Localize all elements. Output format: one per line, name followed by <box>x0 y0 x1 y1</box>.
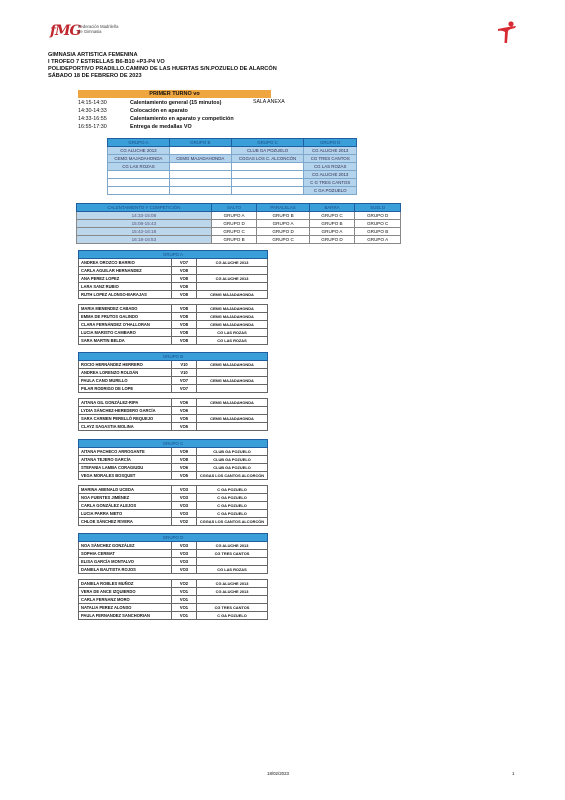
gymnast-group-title: GRUPO D <box>79 534 268 542</box>
gymnast-club: CG LAS ROZAS <box>197 566 268 574</box>
gymnast-row <box>79 283 268 291</box>
gymnast-name: NATALIA PEREZ ALONSO <box>79 604 172 612</box>
gymnast-club: CEMG MAJADAHONDA <box>197 313 268 321</box>
gymnast-category: VO5 <box>172 423 197 431</box>
gymnast-row <box>79 448 268 456</box>
gymnast-name: ROCIO HERNÁNDEZ HERRERO <box>79 361 172 369</box>
group-club <box>169 171 231 179</box>
gymnast-row <box>79 259 268 267</box>
gymnast-row <box>79 407 268 415</box>
header-venue: POLIDEPORTIVO PRADILLO.CAMINO DE LAS HUERTAS S/N.POZUELO DE ALARCÓN <box>48 66 277 72</box>
gymnast-name: SARA MARTIN BELDA <box>79 337 172 345</box>
rotation-row <box>77 220 401 228</box>
gymnast-group-table <box>78 352 268 431</box>
gymnast-category: VO8 <box>172 337 197 345</box>
groups-row <box>108 179 357 187</box>
schedule-desc: Entrega de medallas VO <box>130 124 192 130</box>
rotation-group: GRUPO C <box>355 220 401 228</box>
group-club <box>108 171 170 179</box>
gymnast-category: VO3 <box>172 542 197 550</box>
gymnast-group-table <box>78 250 268 345</box>
group-header: GRUPO C <box>231 139 304 147</box>
gymnast-club: CEMG MAJADAHONDA <box>197 415 268 423</box>
gymnast-category: VO8 <box>172 321 197 329</box>
group-club: CG ALUCHE 2013 <box>304 171 357 179</box>
schedule-desc: Calentamiento en aparato y competición <box>130 116 234 122</box>
rotation-header: SUELO <box>355 204 401 212</box>
gymnast-group-header-row <box>79 251 268 259</box>
gymnast-club: CEMG MAJADAHONDA <box>197 377 268 385</box>
gymnast-club: C GA POZUELO <box>197 486 268 494</box>
gymnast-name: ELISA GARCÍA MONTALVO <box>79 558 172 566</box>
federation-logo-mark: fMG <box>50 23 81 39</box>
gymnast-name: SARA CARMEN PERELLÓ REQUEJO <box>79 415 172 423</box>
gymnast-category: V10 <box>172 369 197 377</box>
gymnast-name: RUTH LOPEZ ALONSO-BARAJAS <box>79 291 172 299</box>
gymnast-group-table <box>78 439 268 526</box>
gymnast-row <box>79 502 268 510</box>
header-discipline: GIMNASIA ARTISTICA FEMENINA <box>48 52 138 58</box>
footer-date: 18/02/2023 <box>267 771 289 776</box>
group-club: CG LAS ROZAS <box>304 163 357 171</box>
gymnast-row <box>79 588 268 596</box>
gymnast-club <box>197 267 268 275</box>
group-club: CEMG MAJADAHONDA <box>108 155 170 163</box>
gymnast-row <box>79 305 268 313</box>
gymnast-row <box>79 361 268 369</box>
gymnast-category: VO8 <box>172 329 197 337</box>
gymnast-category: VO1 <box>172 612 197 620</box>
group-club: CG ALUCHE 2013 <box>304 147 357 155</box>
gymnast-category: VO8 <box>172 291 197 299</box>
gymnast-row <box>79 415 268 423</box>
gymnast-row <box>79 518 268 526</box>
gymnast-club: C GA POZUELO <box>197 494 268 502</box>
group-club <box>169 179 231 187</box>
gymnast-club: CLUB GA POZUELO <box>197 448 268 456</box>
gymnast-club: CEMG MAJADAHONDA <box>197 361 268 369</box>
gymnast-name: NOA FUENTES JIMÉNEZ <box>79 494 172 502</box>
gymnast-name: LYDIA SÁNCHEZ-HEREDERO GARCÍA <box>79 407 172 415</box>
group-header: GRUPO A <box>108 139 170 147</box>
gymnast-row <box>79 510 268 518</box>
gymnast-name: VEGA MORALES BOSQUET <box>79 472 172 480</box>
room-label: SALA ANEXA <box>253 99 285 105</box>
gymnast-name: LARA SANZ RUBIO <box>79 283 172 291</box>
gymnast-club <box>197 283 268 291</box>
groups-row <box>108 187 357 195</box>
gymnast-name: CLAYZ SAGASTIA MOLINA <box>79 423 172 431</box>
group-club: CG TRES CANTOS <box>304 155 357 163</box>
rotation-header-row <box>77 204 401 212</box>
group-club: CEMG MAJADAHONDA <box>169 155 231 163</box>
gymnast-row <box>79 456 268 464</box>
group-club <box>108 187 170 195</box>
rotation-group: GRUPO C <box>309 212 355 220</box>
rotation-header: CALENTAMIENTO Y COMPETICIÓN <box>77 204 212 212</box>
gymnast-club: CG ALUCHE 2013 <box>197 275 268 283</box>
gymnast-category: VO3 <box>172 486 197 494</box>
gymnast-category: V10 <box>172 361 197 369</box>
gymnast-club: CG LAS ROZAS <box>197 329 268 337</box>
schedule-time: 14:15-14:30 <box>78 100 107 106</box>
gymnast-category: VO1 <box>172 596 197 604</box>
gymnast-club: C GA POZUELO <box>197 510 268 518</box>
schedule-row <box>78 115 234 123</box>
groups-table <box>107 138 357 195</box>
gymnast-category: VO1 <box>172 588 197 596</box>
gymnast-club: CLUB GA POZUELO <box>197 456 268 464</box>
gymnast-row <box>79 550 268 558</box>
gymnast-club: C GA POZUELO <box>197 502 268 510</box>
gymnast-club: CG ALUCHE 2013 <box>197 580 268 588</box>
gymnast-category: VO3 <box>172 510 197 518</box>
schedule-time: 14:30-14:33 <box>78 108 107 114</box>
rotation-row <box>77 212 401 220</box>
group-club: C G TRES CANTOS <box>304 179 357 187</box>
gymnast-category: VO1 <box>172 604 197 612</box>
gymnast-name: CARLA AGUILAR HERNANDEZ <box>79 267 172 275</box>
gymnast-name: CARLA GONZÁLEZ ALEJOS <box>79 502 172 510</box>
gymnast-name: VERA DE ANCE IZQUIERDO <box>79 588 172 596</box>
rotation-time: 16:18-16:53 <box>77 236 212 244</box>
groups-header-row <box>108 139 357 147</box>
gymnast-row <box>79 494 268 502</box>
gymnast-name: MARIA MENENDEZ CABADO <box>79 305 172 313</box>
gymnast-row <box>79 377 268 385</box>
gymnast-category: VO7 <box>172 385 197 393</box>
gymnast-club <box>197 423 268 431</box>
gymnast-category: VO7 <box>172 259 197 267</box>
rotation-header: SALTO <box>211 204 257 212</box>
gymnast-category: VO8 <box>172 267 197 275</box>
gymnast-category: VO5 <box>172 415 197 423</box>
gymnast-club: CG LAS ROZAS <box>197 337 268 345</box>
gymnast-category: VO8 <box>172 313 197 321</box>
gymnast-club: CG ALUCHE 2013 <box>197 542 268 550</box>
gymnast-category: VO2 <box>172 580 197 588</box>
gymnast-club: C GA POZUELO <box>197 612 268 620</box>
rotation-group: GRUPO A <box>309 228 355 236</box>
gymnast-name: PAULA CANO MURILLO <box>79 377 172 385</box>
gymnast-icon <box>496 20 518 44</box>
gymnast-group-header-row <box>79 353 268 361</box>
gymnast-name: MARINA ABENALD UCEDA <box>79 486 172 494</box>
gymnast-club <box>197 369 268 377</box>
gymnast-category: VO6 <box>172 407 197 415</box>
group-club: CG LAS ROZAS <box>108 163 170 171</box>
gymnast-club: CEMG MAJADAHONDA <box>197 291 268 299</box>
group-club: C GA POZUELO <box>304 187 357 195</box>
gymnast-club: CG TRES CANTOS <box>197 550 268 558</box>
schedule-row <box>78 107 188 115</box>
gymnast-category: VO3 <box>172 558 197 566</box>
gymnast-row <box>79 337 268 345</box>
group-club: CG ALUCHE 2013 <box>108 147 170 155</box>
gymnast-category: VO7 <box>172 377 197 385</box>
session-banner: PRIMER TURNO vo <box>78 90 271 98</box>
gymnast-club: CG ALUCHE 2013 <box>197 588 268 596</box>
group-club <box>231 187 304 195</box>
gymnast-category: VO6 <box>172 399 197 407</box>
gymnast-category: VO2 <box>172 518 197 526</box>
gymnast-club: CG ALUCHE 2013 <box>197 259 268 267</box>
group-header: GRUPO B <box>169 139 231 147</box>
gymnast-name: AITANA GIL GONZÁLEZ-RIPA <box>79 399 172 407</box>
gymnast-club: CEMG MAJADAHONDA <box>197 305 268 313</box>
gymnast-row <box>79 596 268 604</box>
gymnast-category: VO8 <box>172 283 197 291</box>
gymnast-name: STEFANIA LAMBA CORAGIUDU <box>79 464 172 472</box>
gymnast-name: DANIELA BAUTISTA ROJOS <box>79 566 172 574</box>
gymnast-category: VO3 <box>172 566 197 574</box>
gymnast-club <box>197 558 268 566</box>
rotation-header: PARALELAS <box>257 204 309 212</box>
group-club <box>169 163 231 171</box>
rotation-header: BARRA <box>309 204 355 212</box>
gymnast-name: CLARA FERNÁNDEZ O'HALLORAN <box>79 321 172 329</box>
gymnast-row <box>79 604 268 612</box>
gymnast-row <box>79 329 268 337</box>
gymnast-club: CG TRES CANTOS <box>197 604 268 612</box>
gymnast-row <box>79 612 268 620</box>
header-date: SÁBADO 18 DE FEBRERO DE 2023 <box>48 73 142 79</box>
rotation-group: GRUPO C <box>211 228 257 236</box>
rotation-row <box>77 236 401 244</box>
group-club <box>108 179 170 187</box>
gymnast-name: LUCIA PARRA NIETO <box>79 510 172 518</box>
rotation-group: GRUPO D <box>355 212 401 220</box>
gymnast-row <box>79 267 268 275</box>
groups-row <box>108 171 357 179</box>
rotation-group: GRUPO D <box>309 236 355 244</box>
gymnast-row <box>79 369 268 377</box>
rotation-group: GRUPO B <box>257 212 309 220</box>
schedule-desc: Calentamiento general (15 minutos) <box>130 100 222 106</box>
schedule-row <box>78 123 192 131</box>
gymnast-row <box>79 321 268 329</box>
gymnast-category: VO3 <box>172 550 197 558</box>
gymnast-name: SOPHIA CERMAT <box>79 550 172 558</box>
rotation-group: GRUPO A <box>211 212 257 220</box>
gymnast-category: VO8 <box>172 305 197 313</box>
federation-logo <box>50 22 120 44</box>
gymnast-category: VO5 <box>172 472 197 480</box>
gymnast-club <box>197 385 268 393</box>
gymnast-row <box>79 385 268 393</box>
gymnast-row <box>79 580 268 588</box>
gymnast-club: CEMG MAJADAHONDA <box>197 321 268 329</box>
gymnast-name: ANDREA OROZCO BARRIO <box>79 259 172 267</box>
gymnast-row <box>79 423 268 431</box>
gymnast-group-title: GRUPO A <box>79 251 268 259</box>
gymnast-name: EMMA DE FRUTOS GALINDO <box>79 313 172 321</box>
group-club <box>169 147 231 155</box>
rotation-group: GRUPO B <box>211 236 257 244</box>
rotation-row <box>77 228 401 236</box>
group-club <box>169 187 231 195</box>
gymnast-name: ANA PEREZ LOPEZ <box>79 275 172 283</box>
gymnast-name: PAULA FERNANDEZ SANCHORIAN <box>79 612 172 620</box>
gymnast-name: ANDREA LORENZO ROLDÁN <box>79 369 172 377</box>
rotation-group: GRUPO C <box>257 236 309 244</box>
gymnast-club <box>197 407 268 415</box>
schedule-time: 16:55-17:30 <box>78 124 107 130</box>
group-club <box>231 171 304 179</box>
gymnast-row <box>79 566 268 574</box>
rotation-table <box>76 203 401 244</box>
rotation-group: GRUPO B <box>309 220 355 228</box>
gymnast-group-header-row <box>79 534 268 542</box>
gymnast-club: CGGAS LOS CANTOS ALCORCÓN <box>197 472 268 480</box>
gymnast-group-table <box>78 533 268 620</box>
groups-row <box>108 147 357 155</box>
gymnast-club: CGGAS LOS CANTOS ALCORCÓN <box>197 518 268 526</box>
gymnast-name: AITANA PACHECO ARROGANTE <box>79 448 172 456</box>
gymnast-row <box>79 472 268 480</box>
group-club <box>231 179 304 187</box>
gymnast-club <box>197 596 268 604</box>
gymnast-club: CEMG MAJADAHONDA <box>197 399 268 407</box>
page-number: 1 <box>512 771 515 776</box>
gymnast-group-header-row <box>79 440 268 448</box>
rotation-group: GRUPO B <box>355 228 401 236</box>
gymnast-row <box>79 275 268 283</box>
gymnast-row <box>79 291 268 299</box>
gymnast-name: DANIELA ROBLES MUÑOZ <box>79 580 172 588</box>
rotation-time: 15:43-16:18 <box>77 228 212 236</box>
rotation-group: GRUPO A <box>355 236 401 244</box>
gymnast-name: NOA SÁNCHEZ GONZÁLEZ <box>79 542 172 550</box>
gymnast-name: LUCIA MARISTO CAMBARO <box>79 329 172 337</box>
gymnast-group-title: GRUPO B <box>79 353 268 361</box>
federation-logo-text: Federación Madrileña de Gimnasia <box>78 24 119 34</box>
groups-row <box>108 155 357 163</box>
gymnast-category: VO6 <box>172 464 197 472</box>
rotation-group: GRUPO D <box>211 220 257 228</box>
rotation-group: GRUPO A <box>257 220 309 228</box>
gymnast-name: CARLA FERNANZ MORO <box>79 596 172 604</box>
schedule-row <box>78 99 221 107</box>
schedule-desc: Colocación en aparato <box>130 108 188 114</box>
gymnast-club: CLUB GA POZUELO <box>197 464 268 472</box>
gymnast-row <box>79 558 268 566</box>
gymnast-category: VO9 <box>172 448 197 456</box>
group-header: GRUPO D <box>304 139 357 147</box>
gymnast-row <box>79 542 268 550</box>
group-club: CLUB GA POZUELO <box>231 147 304 155</box>
gymnast-category: VO3 <box>172 494 197 502</box>
rotation-time: 14:33-15:08 <box>77 212 212 220</box>
gymnast-category: VO3 <box>172 502 197 510</box>
header-trophy: I TROFEO 7 ESTRELLAS B6-B10 +P3-P4 VO <box>48 59 165 65</box>
rotation-group: GRUPO D <box>257 228 309 236</box>
gymnast-category: VO8 <box>172 456 197 464</box>
gymnast-row <box>79 464 268 472</box>
group-club <box>231 163 304 171</box>
gymnast-row <box>79 399 268 407</box>
schedule-time: 14:33-16:55 <box>78 116 107 122</box>
gymnast-name: PILAR RODRIGO DE LOPE <box>79 385 172 393</box>
group-club: CGGAS LOS C. ALCONCÓN <box>231 155 304 163</box>
gymnast-name: AITANA TEJERO GARCÍA <box>79 456 172 464</box>
gymnast-group-title: GRUPO C <box>79 440 268 448</box>
gymnast-name: CHLOE SÁNCHEZ RIVERA <box>79 518 172 526</box>
gymnast-row <box>79 486 268 494</box>
rotation-time: 15:08-15:43 <box>77 220 212 228</box>
groups-row <box>108 163 357 171</box>
gymnast-category: VO8 <box>172 275 197 283</box>
gymnast-row <box>79 313 268 321</box>
